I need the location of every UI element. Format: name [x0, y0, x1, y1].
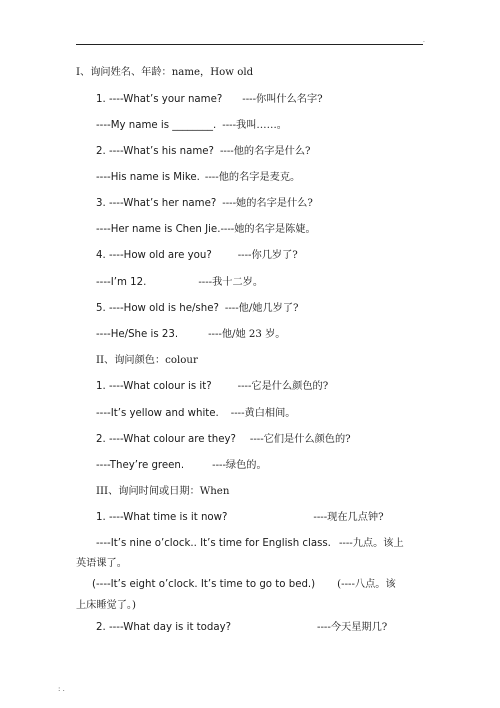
- section-heading-name-age: I、询问姓名、年龄：name，How old: [76, 67, 254, 78]
- question-english: 1. ----What’s your name?: [96, 94, 223, 105]
- answer-chinese: ----我叫……。: [222, 120, 287, 131]
- question-line: [96, 511, 384, 525]
- answer-chinese: ----九点。该上: [338, 538, 404, 549]
- question-english: 2. ----What’s his name?: [96, 146, 214, 157]
- answer-line-alternate: [92, 578, 396, 592]
- answer-line: [96, 459, 267, 473]
- answer-chinese: (----八点。该: [337, 579, 396, 590]
- question-chinese: ----它们是什么颜色的?: [249, 434, 351, 445]
- answer-english: ----Her name is Chen Jie.: [96, 224, 221, 235]
- question-english: 2. ----What day is it today?: [96, 622, 232, 633]
- answer-english: ----It’s yellow and white.: [96, 408, 219, 419]
- answer-continuation: 上床睡觉了。): [76, 600, 136, 611]
- question-chinese: ----你叫什么名字?: [242, 94, 323, 105]
- question-english: 3. ----What’s her name?: [96, 198, 217, 209]
- answer-english: ----He/She is 23.: [96, 329, 179, 340]
- answer-english: ----I’m 12.: [96, 277, 147, 288]
- question-english: 1. ----What time is it now?: [96, 512, 228, 523]
- question-line: [96, 380, 328, 394]
- answer-line: [96, 276, 263, 290]
- question-line: [96, 197, 313, 211]
- answer-chinese: ----他的名字是麦克。: [204, 172, 301, 183]
- answer-english: ----My name is ________.: [96, 120, 217, 131]
- answer-continuation: 英语课了。: [76, 558, 127, 569]
- question-chinese: ----她的名字是什么?: [222, 198, 313, 209]
- answer-english: ----It’s nine o’clock.. It’s time for English class.: [96, 538, 331, 549]
- question-english: 1. ----What colour is it?: [96, 381, 212, 392]
- question-chinese: ----他/她几岁了?: [224, 303, 299, 314]
- question-chinese: ----他的名字是什么?: [219, 146, 311, 157]
- header-rule: [76, 44, 423, 45]
- answer-line: [96, 119, 287, 133]
- question-chinese: ----现在几点钟?: [313, 512, 384, 523]
- answer-english: ----His name is Mike.: [96, 172, 200, 183]
- answer-line: [96, 537, 404, 551]
- answer-chinese: ----她的名字是陈婕。: [220, 224, 316, 235]
- question-line: [96, 145, 310, 159]
- question-english: 4. ----How old are you?: [96, 250, 212, 261]
- question-line: [96, 249, 298, 263]
- answer-line: [96, 407, 296, 421]
- answer-english: (----It’s eight o’clock. It’s time to go to bed.): [92, 579, 316, 590]
- question-english: 5. ----How old is he/she?: [96, 303, 219, 314]
- question-line: [96, 621, 387, 635]
- question-line: [96, 433, 351, 447]
- question-english: 2. ----What colour are they?: [96, 434, 236, 445]
- answer-line: [96, 223, 316, 237]
- footer-mark: : .: [58, 685, 65, 693]
- question-line: [96, 93, 323, 107]
- section-heading-colour: II、询问颜色：colour: [96, 355, 198, 366]
- answer-line: [96, 171, 300, 185]
- question-chinese: ----它是什么颜色的?: [237, 381, 329, 392]
- question-chinese: ----今天星期几?: [317, 622, 388, 633]
- answer-english: ----They’re green.: [96, 460, 185, 471]
- header-mark: .: [423, 37, 425, 44]
- answer-chinese: ----我十二岁。: [198, 277, 264, 288]
- answer-chinese: ----他/她 23 岁。: [208, 329, 286, 340]
- answer-chinese: ----绿色的。: [212, 460, 267, 471]
- answer-line: [96, 328, 285, 342]
- section-heading-time-date: III、询问时间或日期：When: [96, 486, 230, 497]
- question-line: [96, 302, 298, 316]
- answer-chinese: ----黄白相间。: [230, 408, 296, 419]
- question-chinese: ----你几岁了?: [237, 250, 298, 261]
